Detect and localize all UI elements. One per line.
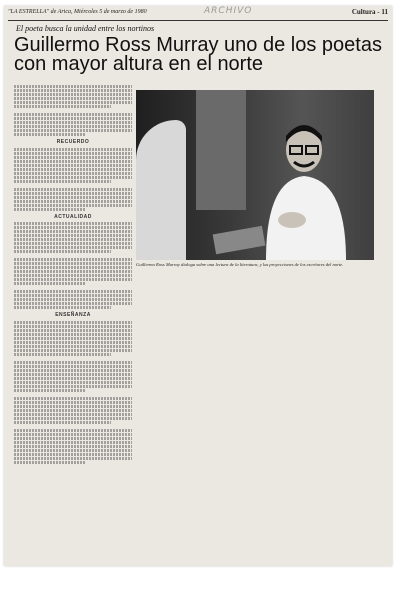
- text-line: [14, 401, 132, 404]
- text-line: [14, 417, 132, 420]
- interviewer-figure: [136, 120, 186, 260]
- text-line: [14, 125, 132, 128]
- text-line: [14, 176, 132, 179]
- text-line: [14, 160, 132, 163]
- text-line: [14, 282, 85, 285]
- text-line: [14, 329, 132, 332]
- text-line: [14, 365, 132, 368]
- text-line: [14, 262, 132, 265]
- text-line: [14, 164, 132, 167]
- text-line: [14, 337, 132, 340]
- text-line: [14, 421, 111, 424]
- text-line: [14, 461, 85, 464]
- text-line: [14, 121, 132, 124]
- text-line: [14, 250, 111, 253]
- photo-caption: Guillermo Ross Murray dialoga sobre una lectura de la literatura, y las proyecciones de los escritores del norte.: [136, 262, 344, 267]
- kicker: El poeta busca la unidad entre los nortinos: [16, 24, 155, 33]
- subhead-actualidad: ACTUALIDAD: [54, 213, 92, 220]
- text-line: [14, 168, 132, 171]
- text-line: [14, 381, 132, 384]
- text-line: [14, 405, 132, 408]
- text-line: [14, 234, 132, 237]
- text-line: [14, 306, 111, 309]
- poet-figure: [256, 120, 356, 260]
- text-line: [14, 188, 132, 191]
- text-line: [14, 441, 132, 444]
- header-rule: [8, 20, 388, 21]
- text-line: [14, 266, 132, 269]
- text-line: [14, 453, 132, 456]
- text-line: [14, 238, 132, 241]
- text-line: [14, 333, 132, 336]
- text-line: [14, 152, 132, 155]
- text-line: [14, 353, 111, 356]
- text-line: [14, 226, 132, 229]
- text-line: [14, 148, 132, 151]
- subhead-recuerdo: RECUERDO: [56, 139, 90, 145]
- text-line: [14, 409, 132, 412]
- text-line: [14, 373, 132, 376]
- text-line: [14, 433, 132, 436]
- text-line: [14, 133, 85, 136]
- headline: Guillermo Ross Murray uno de los poetas con mayor altura en el norte: [14, 34, 382, 75]
- text-line: [14, 294, 132, 297]
- text-line: [14, 85, 132, 88]
- text-line: [14, 349, 132, 352]
- text-line: [14, 204, 132, 207]
- text-line: [14, 246, 132, 249]
- text-line: [14, 222, 132, 225]
- publication-line: "LA ESTRELLA" de Arica, Miércoles 5 de marzo de 1980: [8, 9, 147, 15]
- photo-poet: [136, 90, 374, 260]
- text-line: [14, 445, 132, 448]
- text-line: [14, 389, 85, 392]
- text-line: [14, 192, 132, 195]
- section-label: Cultura - 11: [351, 8, 388, 16]
- text-line: [14, 321, 132, 324]
- text-line: [14, 230, 132, 233]
- text-line: [14, 129, 132, 132]
- text-line: [14, 200, 132, 203]
- text-line: [14, 437, 132, 440]
- text-line: [14, 89, 132, 92]
- newspaper-clipping: [4, 6, 392, 566]
- text-line: [14, 258, 132, 261]
- text-line: [14, 172, 132, 175]
- text-line: [14, 93, 132, 96]
- text-line: [14, 298, 132, 301]
- text-line: [14, 413, 132, 416]
- text-line: [14, 341, 132, 344]
- text-line: [14, 105, 111, 108]
- text-line: [14, 429, 132, 432]
- text-line: [14, 113, 132, 116]
- text-line: [14, 97, 132, 100]
- archive-stamp: ARCHIVO: [204, 6, 253, 16]
- text-line: [14, 242, 132, 245]
- text-line: [14, 377, 132, 380]
- text-line: [14, 274, 132, 277]
- text-line: [14, 325, 132, 328]
- text-line: [14, 449, 132, 452]
- text-line: [14, 457, 132, 460]
- text-line: [14, 397, 132, 400]
- masthead: [8, 8, 388, 18]
- text-line: [14, 101, 132, 104]
- text-line: [14, 302, 132, 305]
- text-line: [14, 345, 132, 348]
- text-line: [14, 270, 132, 273]
- article-column: [14, 84, 132, 465]
- text-line: [14, 196, 132, 199]
- text-line: [14, 361, 132, 364]
- text-line: [14, 156, 132, 159]
- subhead-ensenanza: ENSEÑANZA: [55, 312, 91, 318]
- text-line: [14, 208, 85, 211]
- text-line: [14, 117, 132, 120]
- text-line: [14, 278, 132, 281]
- text-line: [14, 290, 132, 293]
- text-line: [14, 385, 132, 388]
- text-line: [14, 369, 132, 372]
- text-line: [14, 180, 111, 183]
